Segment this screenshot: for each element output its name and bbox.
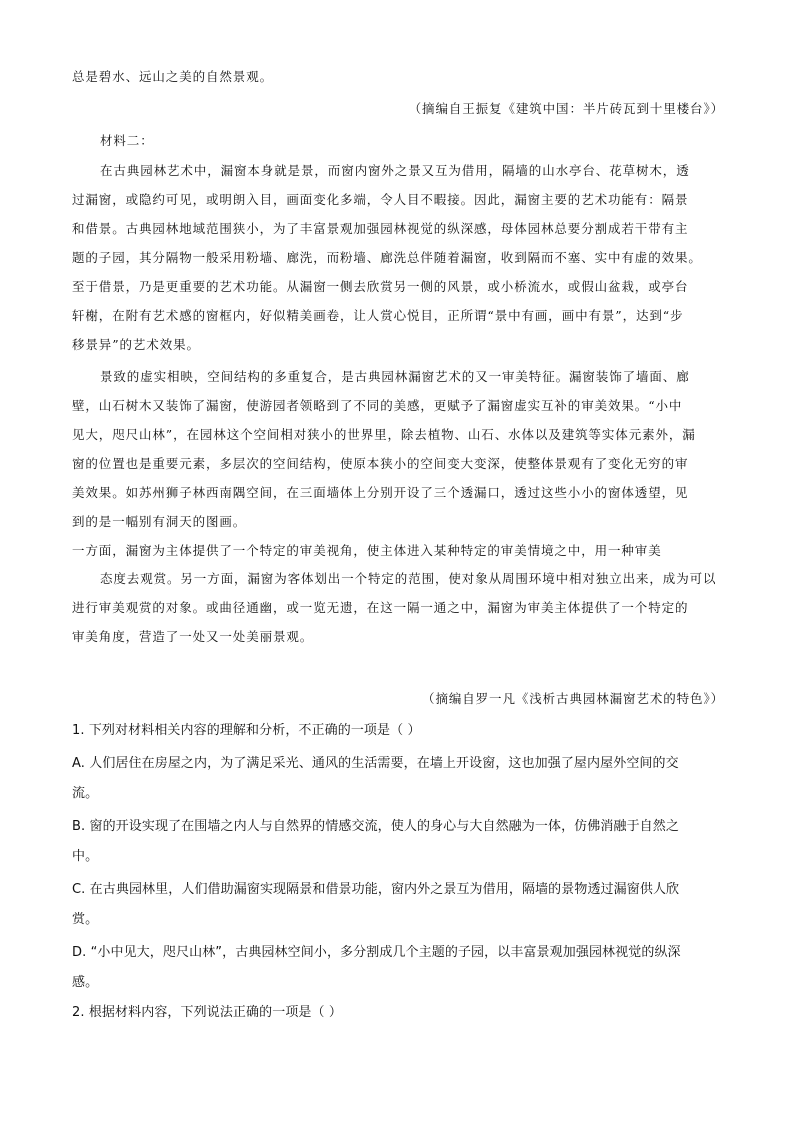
question-2-stem: 2. 根据材料内容，下列说法正确的一项是（ ） [72,1005,342,1020]
question-1-option-a-cont: 流。 [72,786,99,801]
question-1-option-d-cont: 感。 [72,975,99,990]
source-citation-2: （摘编自罗一凡《浅析古典园林漏窗艺术的特色》） [422,691,724,706]
material1-tail: 总是碧水、远山之美的自然景观。 [72,69,274,84]
paragraph-line: 美效果。如苏州狮子林西南隅空间，在三面墙体上分别开设了三个透漏口，透过这些小小的窗体透望，见 [72,485,689,500]
paragraph-line: 壁，山石树木又装饰了漏窗，使游园者领略到了不同的美感，更赋予了漏窗虚实互补的审美效果。“小中 [72,398,683,413]
paragraph-line: 移景异”的艺术效果。 [72,337,200,352]
paragraph-line: 态度去观赏。另一方面，漏窗为客体划出一个特定的范围，使对象从周围环境中相对独立出来，成为可以 [100,571,717,586]
paragraph-line: 景致的虚实相映，空间结构的多重复合，是古典园林漏窗艺术的又一审美特征。漏窗装饰了墙面、廊 [100,369,690,384]
paragraph-line: 和借景。古典园林地域范围狭小，为了丰富景观加强园林视觉的纵深感，母体园林总要分割成若干带有主 [72,221,689,236]
question-1-option-c-cont: 赏。 [72,912,99,927]
paragraph-line: 轩榭，在附有艺术感的窗框内，好似精美画卷，让人赏心悦目，正所谓“景中有画，画中有景”，达到“步 [72,308,684,323]
paragraph-line: 进行审美观赏的对象。或曲径通幽，或一览无遗，在这一隔一通之中，漏窗为审美主体提供了一个特定的 [72,600,689,615]
question-1-option-b: B. 窗的开设实现了在围墙之内人与自然界的情感交流，使人的身心与大自然融为一体，仿佛消融于自然之 [72,819,679,834]
material2-heading: 材料二： [100,133,154,148]
question-1-option-c: C. 在古典园林里，人们借助漏窗实现隔景和借景功能，窗内外之景互为借用，隔墙的景物透过漏窗供人欣 [72,882,680,897]
paragraph-line: 一方面，漏窗为主体提供了一个特定的审美视角，使主体进入某种特定的审美情境之中，用一种审美 [72,543,662,558]
paragraph-line: 过漏窗，或隐约可见，或明朗入目，画面变化多端，令人目不暇接。因此，漏窗主要的艺术功能有：隔景 [72,192,689,207]
question-1-option-a: A. 人们居住在房屋之内，为了满足采光、通风的生活需要，在墙上开设窗，这也加强了屋内屋外空间的交 [72,756,679,771]
question-1-stem: 1. 下列对材料相关内容的理解和分析，不正确的一项是（ ） [72,723,421,738]
paragraph-line: 审美角度，营造了一处又一处美丽景观。 [72,629,314,644]
question-1-option-d: D. “小中见大，咫尺山林”，古典园林空间小，多分割成几个主题的子园，以丰富景观加强园林视觉的纵深 [72,945,681,960]
paragraph-line: 题的子园，其分隔物一般采用粉墙、廊洗，而粉墙、廊洗总伴随着漏窗，收到隔而不塞、实中有虚的效果。 [72,250,702,265]
paragraph-line: 到的是一幅别有洞天的图画。 [72,514,247,529]
paragraph-line: 在古典园林艺术中，漏窗本身就是景，而窗内窗外之景又互为借用，隔墙的山水亭台、花草树木，透 [100,163,690,178]
paragraph-line: 至于借景，乃是更重要的艺术功能。从漏窗一侧去欣赏另一侧的风景，或小桥流水，或假山盆栽，或亭台 [72,279,689,294]
paragraph-line: 见大，咫尺山林”，在园林这个空间相对狭小的世界里，除去植物、山石、水体以及建筑等实体元素外，漏 [72,427,696,442]
question-1-option-b-cont: 中。 [72,849,99,864]
source-citation-1: （摘编自王振复《建筑中国：半片砖瓦到十里楼台》） [408,101,724,116]
paragraph-line: 窗的位置也是重要元素，多层次的空间结构，使原本狭小的空间变大变深，使整体景观有了变化无穷的审 [72,456,689,471]
